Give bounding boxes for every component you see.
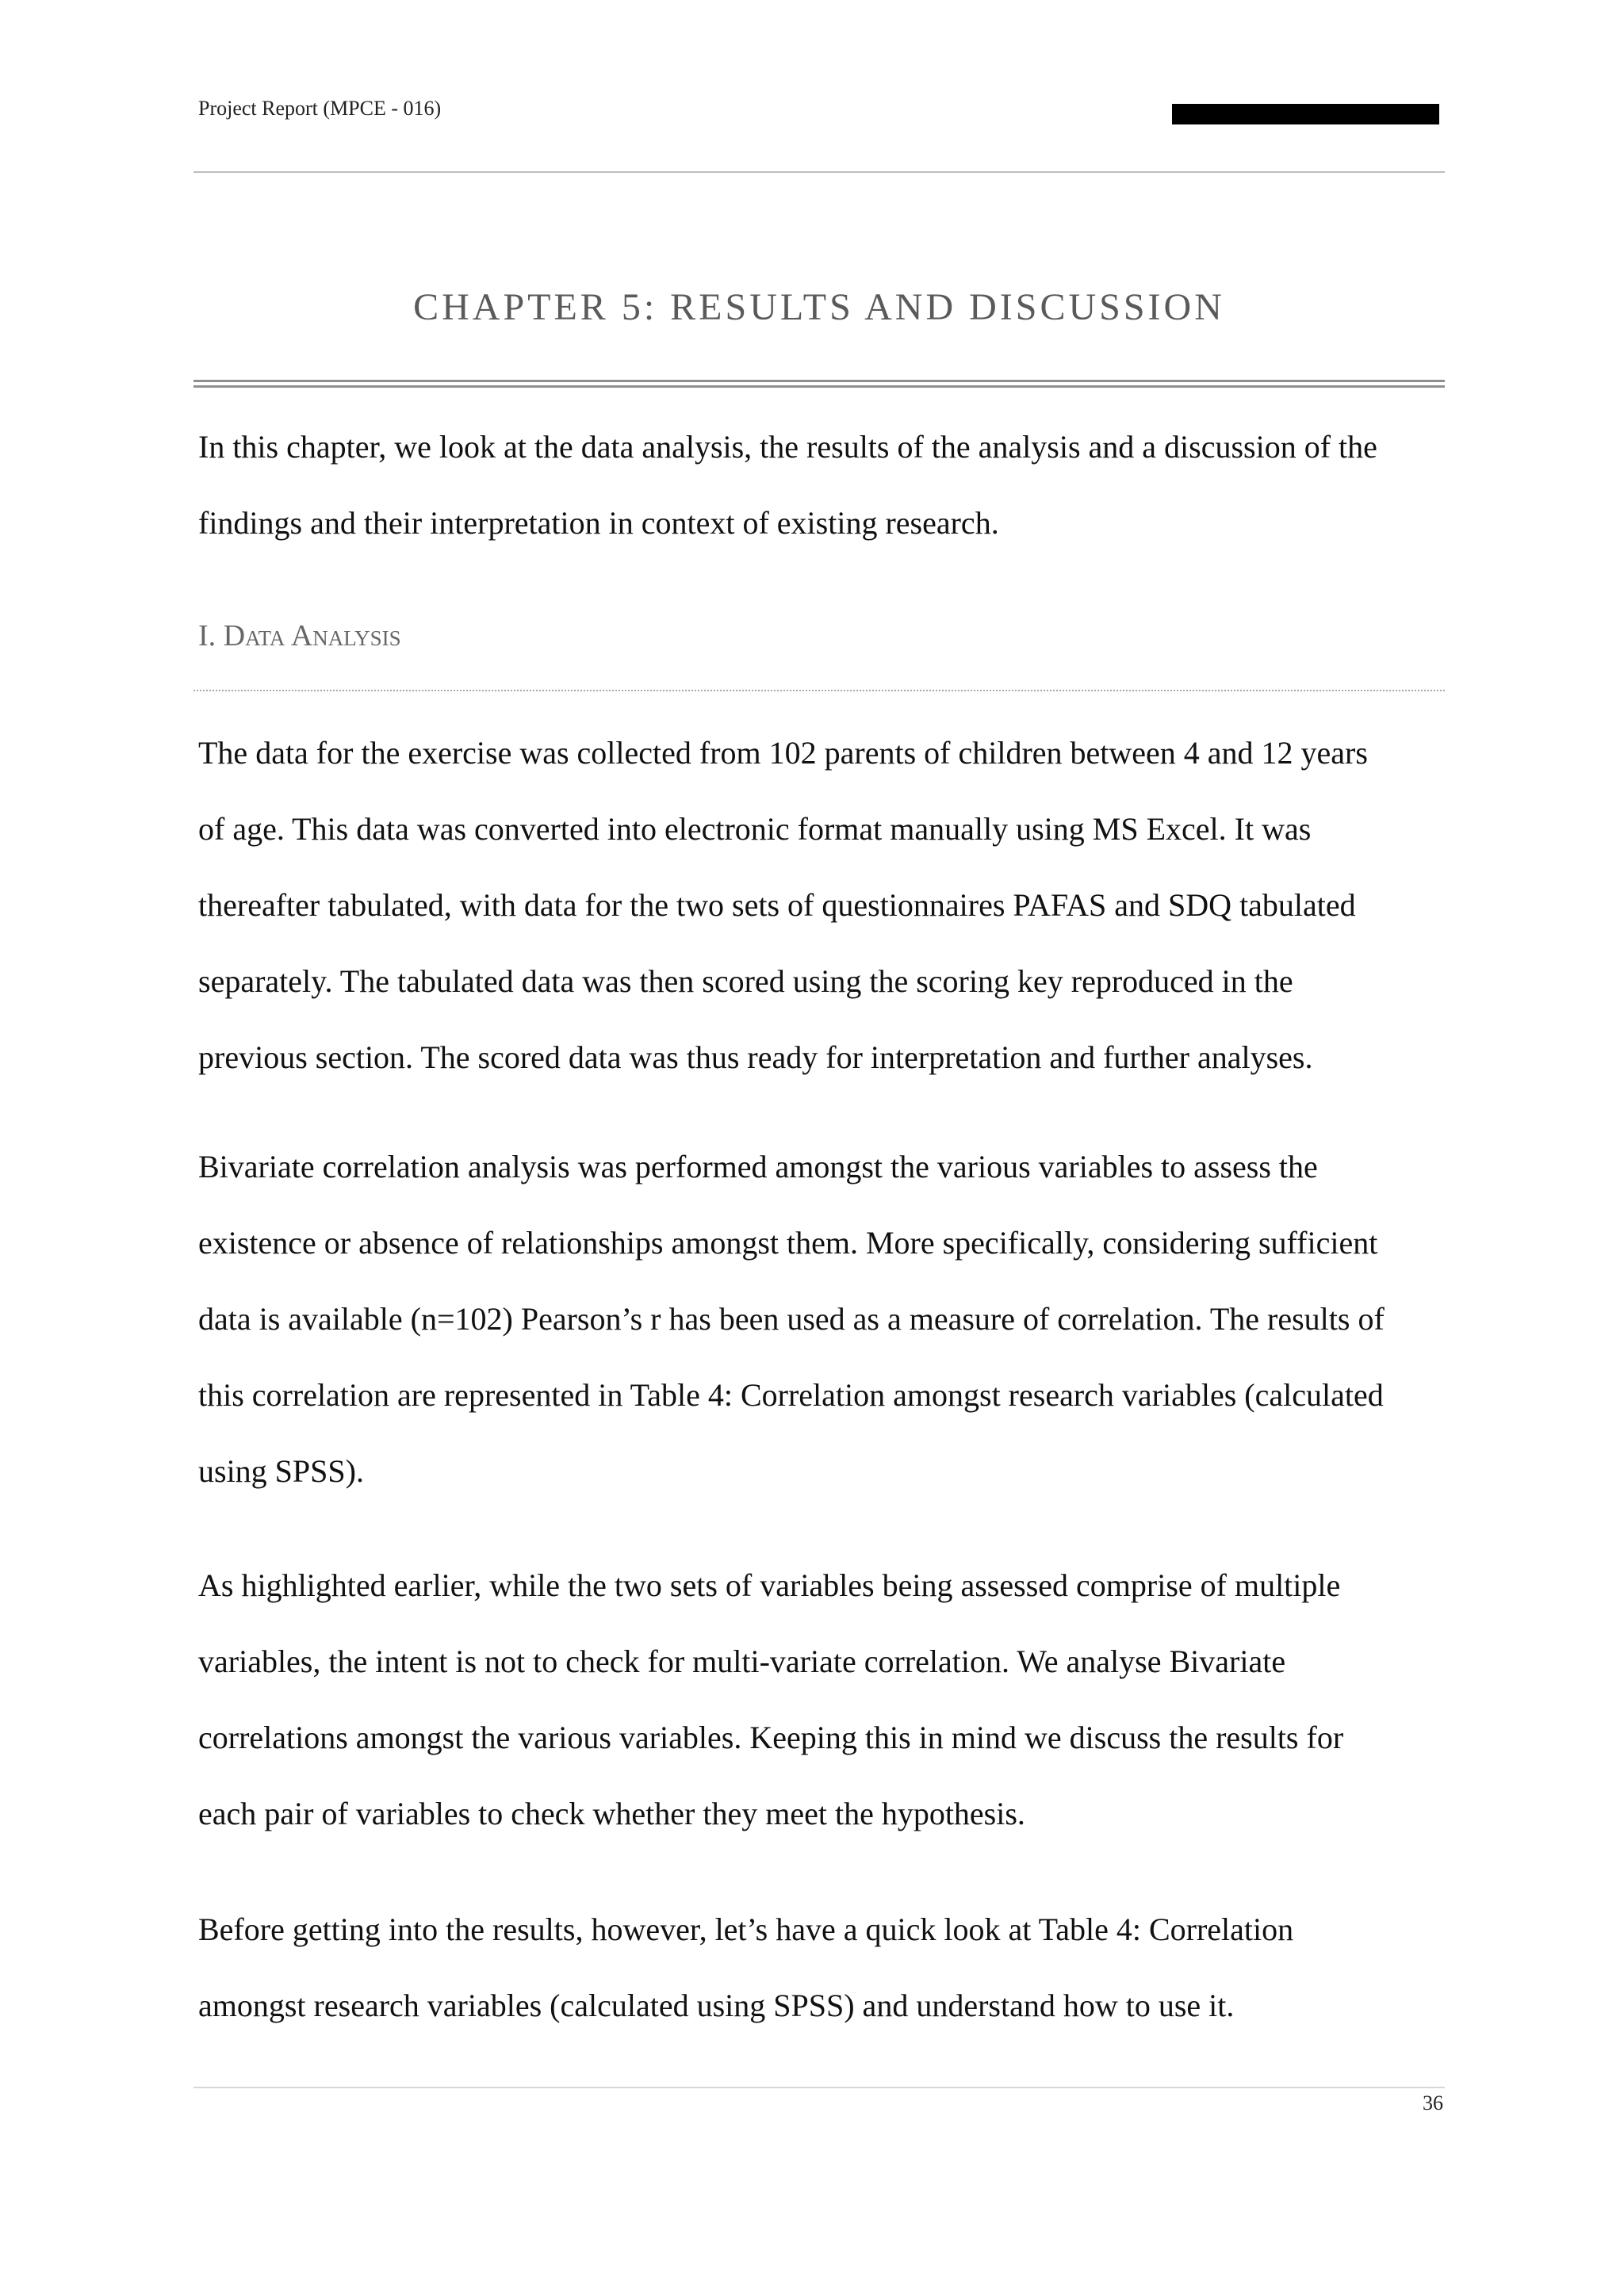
text-line: previous section. The scored data was thus ready for interpretation and further analyses.	[198, 1039, 1313, 1075]
text-line: In this chapter, we look at the data analysis, the results of the analysis and a discussion of the	[198, 429, 1377, 465]
text-line: each pair of variables to check whether they meet the hypothesis.	[198, 1796, 1025, 1831]
text-line: of age. This data was converted into electronic format manually using MS Excel. It was	[198, 811, 1312, 847]
body-paragraph	[198, 1548, 1451, 1852]
text-line: variables, the intent is not to check for multi-variate correlation. We analyse Bivariate	[198, 1644, 1286, 1679]
text-line: separately. The tabulated data was then scored using the scoring key reproduced in the	[198, 963, 1293, 999]
text-line: existence or absence of relationships amongst them. More specifically, considering sufficient	[198, 1225, 1378, 1261]
text-line: amongst research variables (calculated using SPSS) and understand how to use it.	[198, 1988, 1235, 2023]
text-line: this correlation are represented in Table 4: Correlation amongst research variables (calculated	[198, 1377, 1384, 1413]
body-paragraph	[198, 1892, 1451, 2044]
chapter-title-rule	[193, 380, 1445, 388]
body-paragraph	[198, 1129, 1451, 1510]
chapter-title: CHAPTER 5: RESULTS AND DISCUSSION	[413, 286, 1225, 328]
running-header-title: Project Report (MPCE - 016)	[198, 97, 442, 120]
section-heading: I. Data Analysis	[198, 619, 401, 652]
redaction-bar	[1172, 104, 1439, 124]
body-paragraph	[198, 715, 1451, 1096]
section-heading-rule	[193, 690, 1445, 691]
text-line: findings and their interpretation in context of existing research.	[198, 505, 999, 541]
text-line: Before getting into the results, however, let’s have a quick look at Table 4: Correlation	[198, 1911, 1294, 1947]
intro-paragraph	[198, 409, 1451, 561]
text-line: The data for the exercise was collected from 102 parents of children between 4 and 12 years	[198, 735, 1368, 771]
text-line: thereafter tabulated, with data for the two sets of questionnaires PAFAS and SDQ tabulated	[198, 887, 1356, 923]
page-number: 36	[1423, 2091, 1443, 2114]
text-line: As highlighted earlier, while the two sets of variables being assessed comprise of multiple	[198, 1567, 1341, 1603]
text-line: data is available (n=102) Pearson’s r has been used as a measure of correlation. The results of	[198, 1301, 1385, 1337]
text-line: correlations amongst the various variables. Keeping this in mind we discuss the results for	[198, 1720, 1344, 1755]
text-line: Bivariate correlation analysis was performed amongst the various variables to assess the	[198, 1149, 1318, 1184]
header-rule	[193, 171, 1445, 173]
footer-rule	[193, 2087, 1445, 2088]
text-line: using SPSS).	[198, 1453, 364, 1489]
